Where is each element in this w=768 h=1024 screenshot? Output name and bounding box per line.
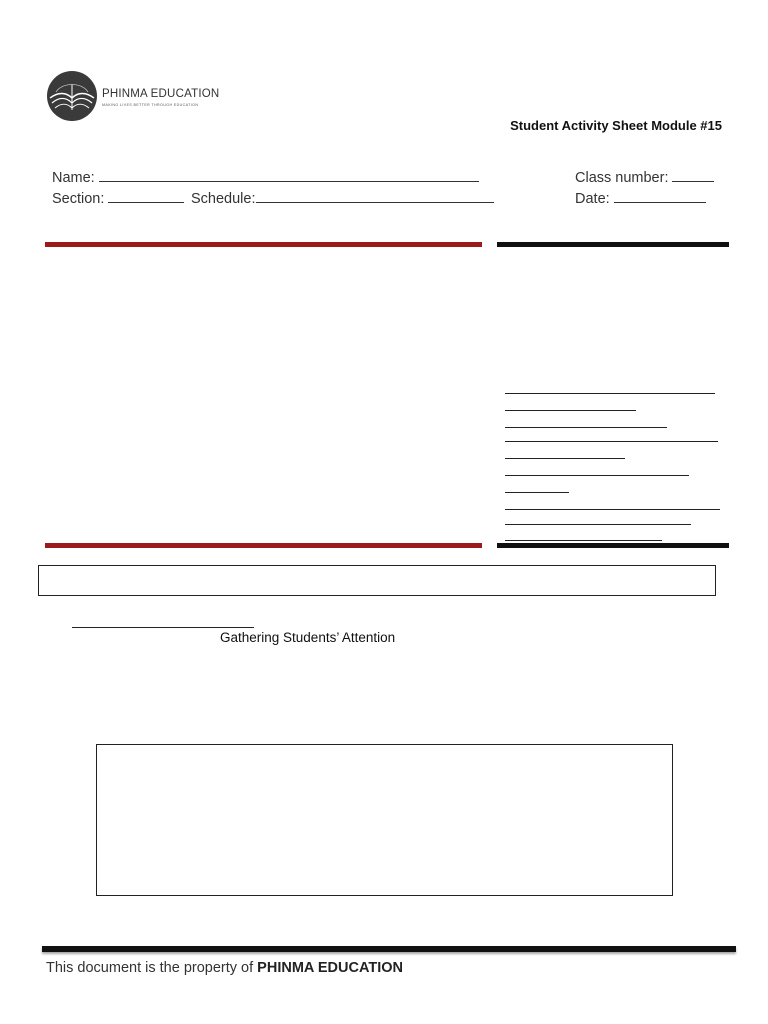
schedule-label: Schedule: — [191, 191, 256, 207]
objective-line — [505, 393, 715, 394]
section-field[interactable] — [52, 190, 184, 207]
schedule-blank[interactable] — [256, 190, 494, 203]
objective-line — [505, 427, 667, 428]
name-field[interactable] — [52, 169, 479, 186]
bottom-red-divider — [45, 543, 482, 548]
sheet-title: Student Activity Sheet Module #15 — [510, 118, 722, 133]
schedule-field[interactable] — [191, 190, 494, 207]
phinma-logo — [46, 70, 220, 126]
objective-line — [505, 458, 625, 459]
footer-note — [46, 960, 403, 976]
name-label: Name: — [52, 170, 95, 186]
label-underline — [72, 627, 254, 628]
date-field[interactable] — [575, 190, 706, 207]
objective-line — [505, 475, 689, 476]
date-blank[interactable] — [614, 190, 706, 203]
objective-line — [505, 524, 691, 525]
objective-line — [505, 492, 569, 493]
section-label: Section: — [52, 191, 105, 207]
top-red-divider — [45, 242, 482, 247]
bottom-black-divider — [497, 543, 729, 548]
name-blank[interactable] — [99, 169, 479, 182]
class-number-label: Class number: — [575, 170, 669, 186]
gathering-attention-label: Gathering Students’ Attention — [220, 630, 396, 645]
objective-line — [505, 441, 718, 442]
footer-prefix: This document is the property of — [46, 960, 254, 976]
topic-box — [38, 565, 716, 596]
objective-line — [505, 540, 662, 541]
top-black-divider — [497, 242, 729, 247]
logo-name: PHINMA EDUCATION — [102, 88, 220, 100]
book-globe-icon — [46, 70, 98, 122]
footer-owner: PHINMA EDUCATION — [257, 960, 403, 976]
logo-tagline: MAKING LIVES BETTER THROUGH EDUCATION — [102, 103, 199, 107]
footer-divider — [42, 946, 736, 952]
date-label: Date: — [575, 191, 610, 207]
objective-line — [505, 509, 720, 510]
objective-line — [505, 410, 636, 411]
class-number-field[interactable] — [575, 169, 714, 186]
content-box — [96, 744, 673, 896]
class-number-blank[interactable] — [672, 169, 714, 182]
section-blank[interactable] — [108, 190, 184, 203]
